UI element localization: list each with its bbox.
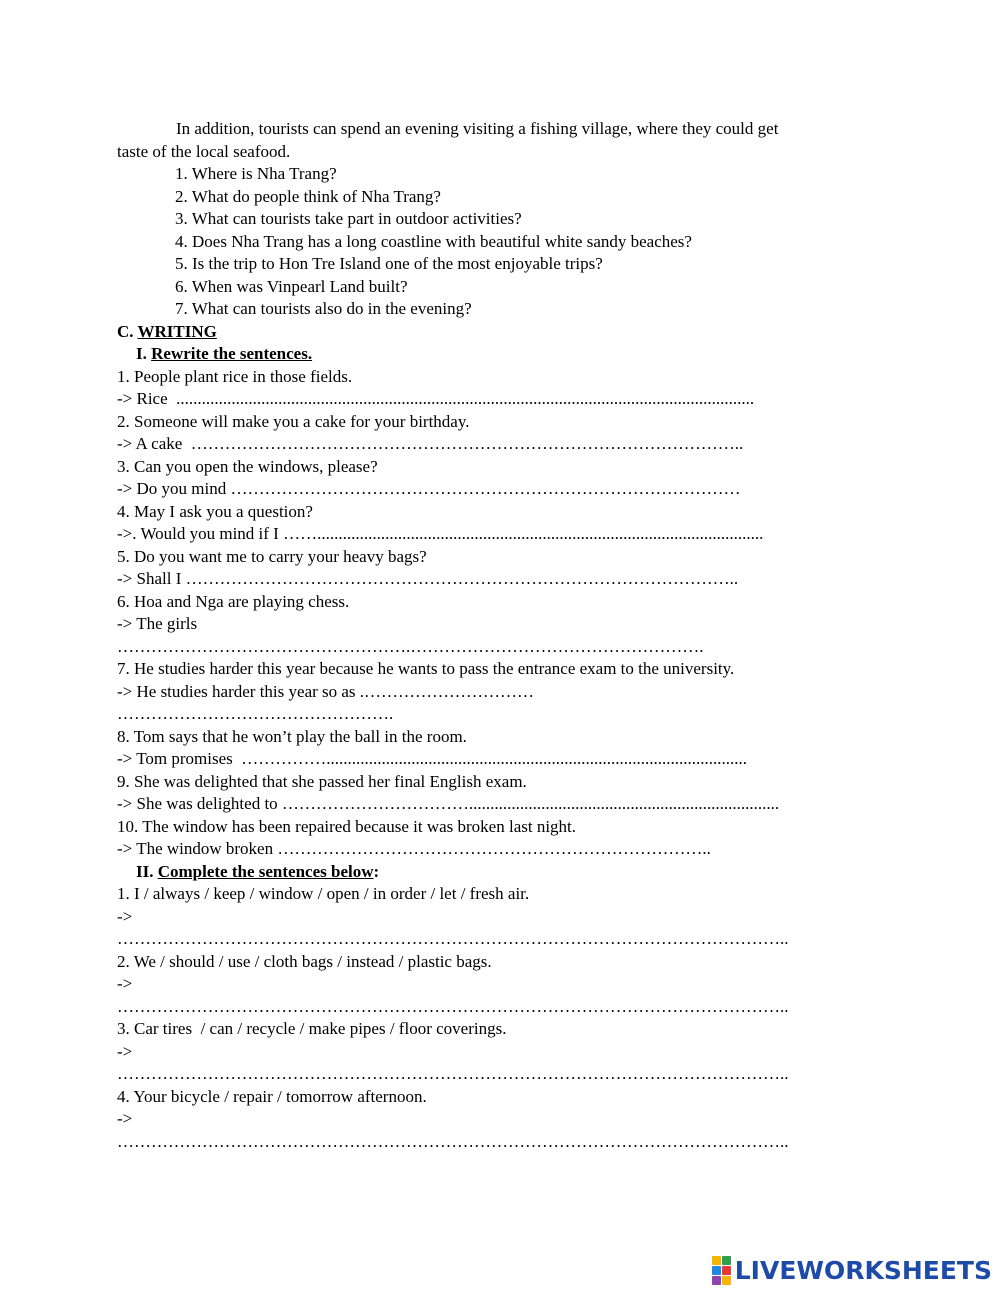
answer-line[interactable]: -> A cake …………………………………………………………………………………….. [117, 434, 744, 453]
exercise-line: 2. Someone will make you a cake for your birthday. [117, 411, 470, 431]
answer-line[interactable]: -> Do you mind ……………………………………………………………………………… [117, 479, 741, 498]
reading-question: 2. What do people think of Nha Trang? [175, 186, 441, 206]
liveworksheets-brand[interactable] [712, 1255, 992, 1285]
part2-colon: : [373, 861, 380, 881]
answer-line[interactable]: ……………………………………………………………………………………………………….. [117, 1064, 789, 1083]
answer-arrow: -> [117, 1109, 133, 1128]
answer-line[interactable]: -> Rice ........................................................................................................................................ [117, 389, 755, 408]
exercise-line: 10. The window has been repaired because it was broken last night. [117, 816, 577, 836]
answer-arrow: -> [117, 974, 133, 993]
reading-paragraph-line-2: taste of the local seafood. [117, 141, 291, 161]
exercise-line: 1. I / always / keep / window / open / in order / let / fresh air. [117, 884, 530, 903]
answer-line[interactable]: …………………………………………….……………………………………………. [117, 636, 704, 656]
liveworksheets-logo-icon [712, 1256, 731, 1285]
exercise-line: 8. Tom says that he won’t play the ball in the room. [117, 726, 467, 746]
answer-line[interactable]: ……………………………………………………………………………………………………….. [117, 929, 789, 948]
worksheet-page [117, 118, 897, 1153]
part2-exercise-list [117, 883, 897, 1153]
part1-prefix: I. [136, 344, 152, 363]
answer-line[interactable]: ->. Would you mind if I ……......................................................................................................... [117, 524, 764, 543]
section-heading-writing [117, 321, 897, 344]
part1-title: Rewrite the sentences. [151, 344, 313, 363]
reading-question: 6. When was Vinpearl Land built? [175, 276, 408, 296]
answer-line[interactable]: -> The window broken ………………………………………………………………….. [117, 839, 711, 858]
section-prefix: C. [117, 321, 138, 341]
reading-question: 3. What can tourists take part in outdoor activities? [175, 209, 522, 228]
reading-question: 1. Where is Nha Trang? [175, 164, 337, 183]
part1-heading [117, 343, 897, 366]
answer-line[interactable]: -> Tom promises ……………................................................................................................... [117, 749, 747, 768]
exercise-line: 4. Your bicycle / repair / tomorrow afternoon. [117, 1086, 427, 1106]
exercise-line: 1. People plant rice in those fields. [117, 366, 353, 386]
answer-line[interactable]: -> Shall I …………………………………………………………………………………….. [117, 569, 739, 588]
answer-arrow: -> [117, 906, 133, 926]
part2-title: Complete the sentences below [157, 861, 374, 881]
exercise-line: 9. She was delighted that she passed her final English exam. [117, 771, 527, 791]
reading-question: 5. Is the trip to Hon Tre Island one of the most enjoyable trips? [175, 254, 603, 273]
exercise-line: 6. Hoa and Nga are playing chess. [117, 591, 350, 611]
brand-name: LIVEWORKSHEETS [734, 1255, 992, 1285]
exercise-line: 5. Do you want me to carry your heavy bags? [117, 546, 427, 566]
part1-exercise-list [117, 366, 897, 861]
reading-questions-list [117, 163, 897, 321]
answer-line[interactable]: -> He studies harder this year so as .………………………… [117, 681, 535, 701]
section-title: WRITING [137, 321, 217, 341]
exercise-line: 4. May I ask you a question? [117, 501, 313, 521]
reading-question: 4. Does Nha Trang has a long coastline with beautiful white sandy beaches? [175, 231, 692, 251]
answer-line[interactable]: ……………………………………………………………………………………………………….. [117, 996, 789, 1016]
part2-heading [117, 861, 897, 884]
exercise-line: 2. We / should / use / cloth bags / instead / plastic bags. [117, 951, 492, 971]
answer-line[interactable]: -> She was delighted to ……………………………......................................................................... [117, 794, 780, 813]
answer-line: -> The girls [117, 614, 198, 633]
reading-paragraph-line-1: In addition, tourists can spend an evening visiting a fishing village, where they could get [176, 119, 779, 138]
exercise-line: 3. Car tires / can / recycle / make pipes / floor coverings. [117, 1019, 507, 1038]
part2-prefix: II. [136, 861, 158, 881]
reading-question: 7. What can tourists also do in the evening? [175, 299, 472, 318]
answer-line[interactable]: …………………………………………. [117, 704, 394, 723]
answer-arrow: -> [117, 1041, 133, 1061]
exercise-line: 7. He studies harder this year because he wants to pass the entrance exam to the university. [117, 659, 735, 678]
answer-line[interactable]: ……………………………………………………………………………………………………….. [117, 1131, 789, 1151]
exercise-line: 3. Can you open the windows, please? [117, 456, 378, 476]
